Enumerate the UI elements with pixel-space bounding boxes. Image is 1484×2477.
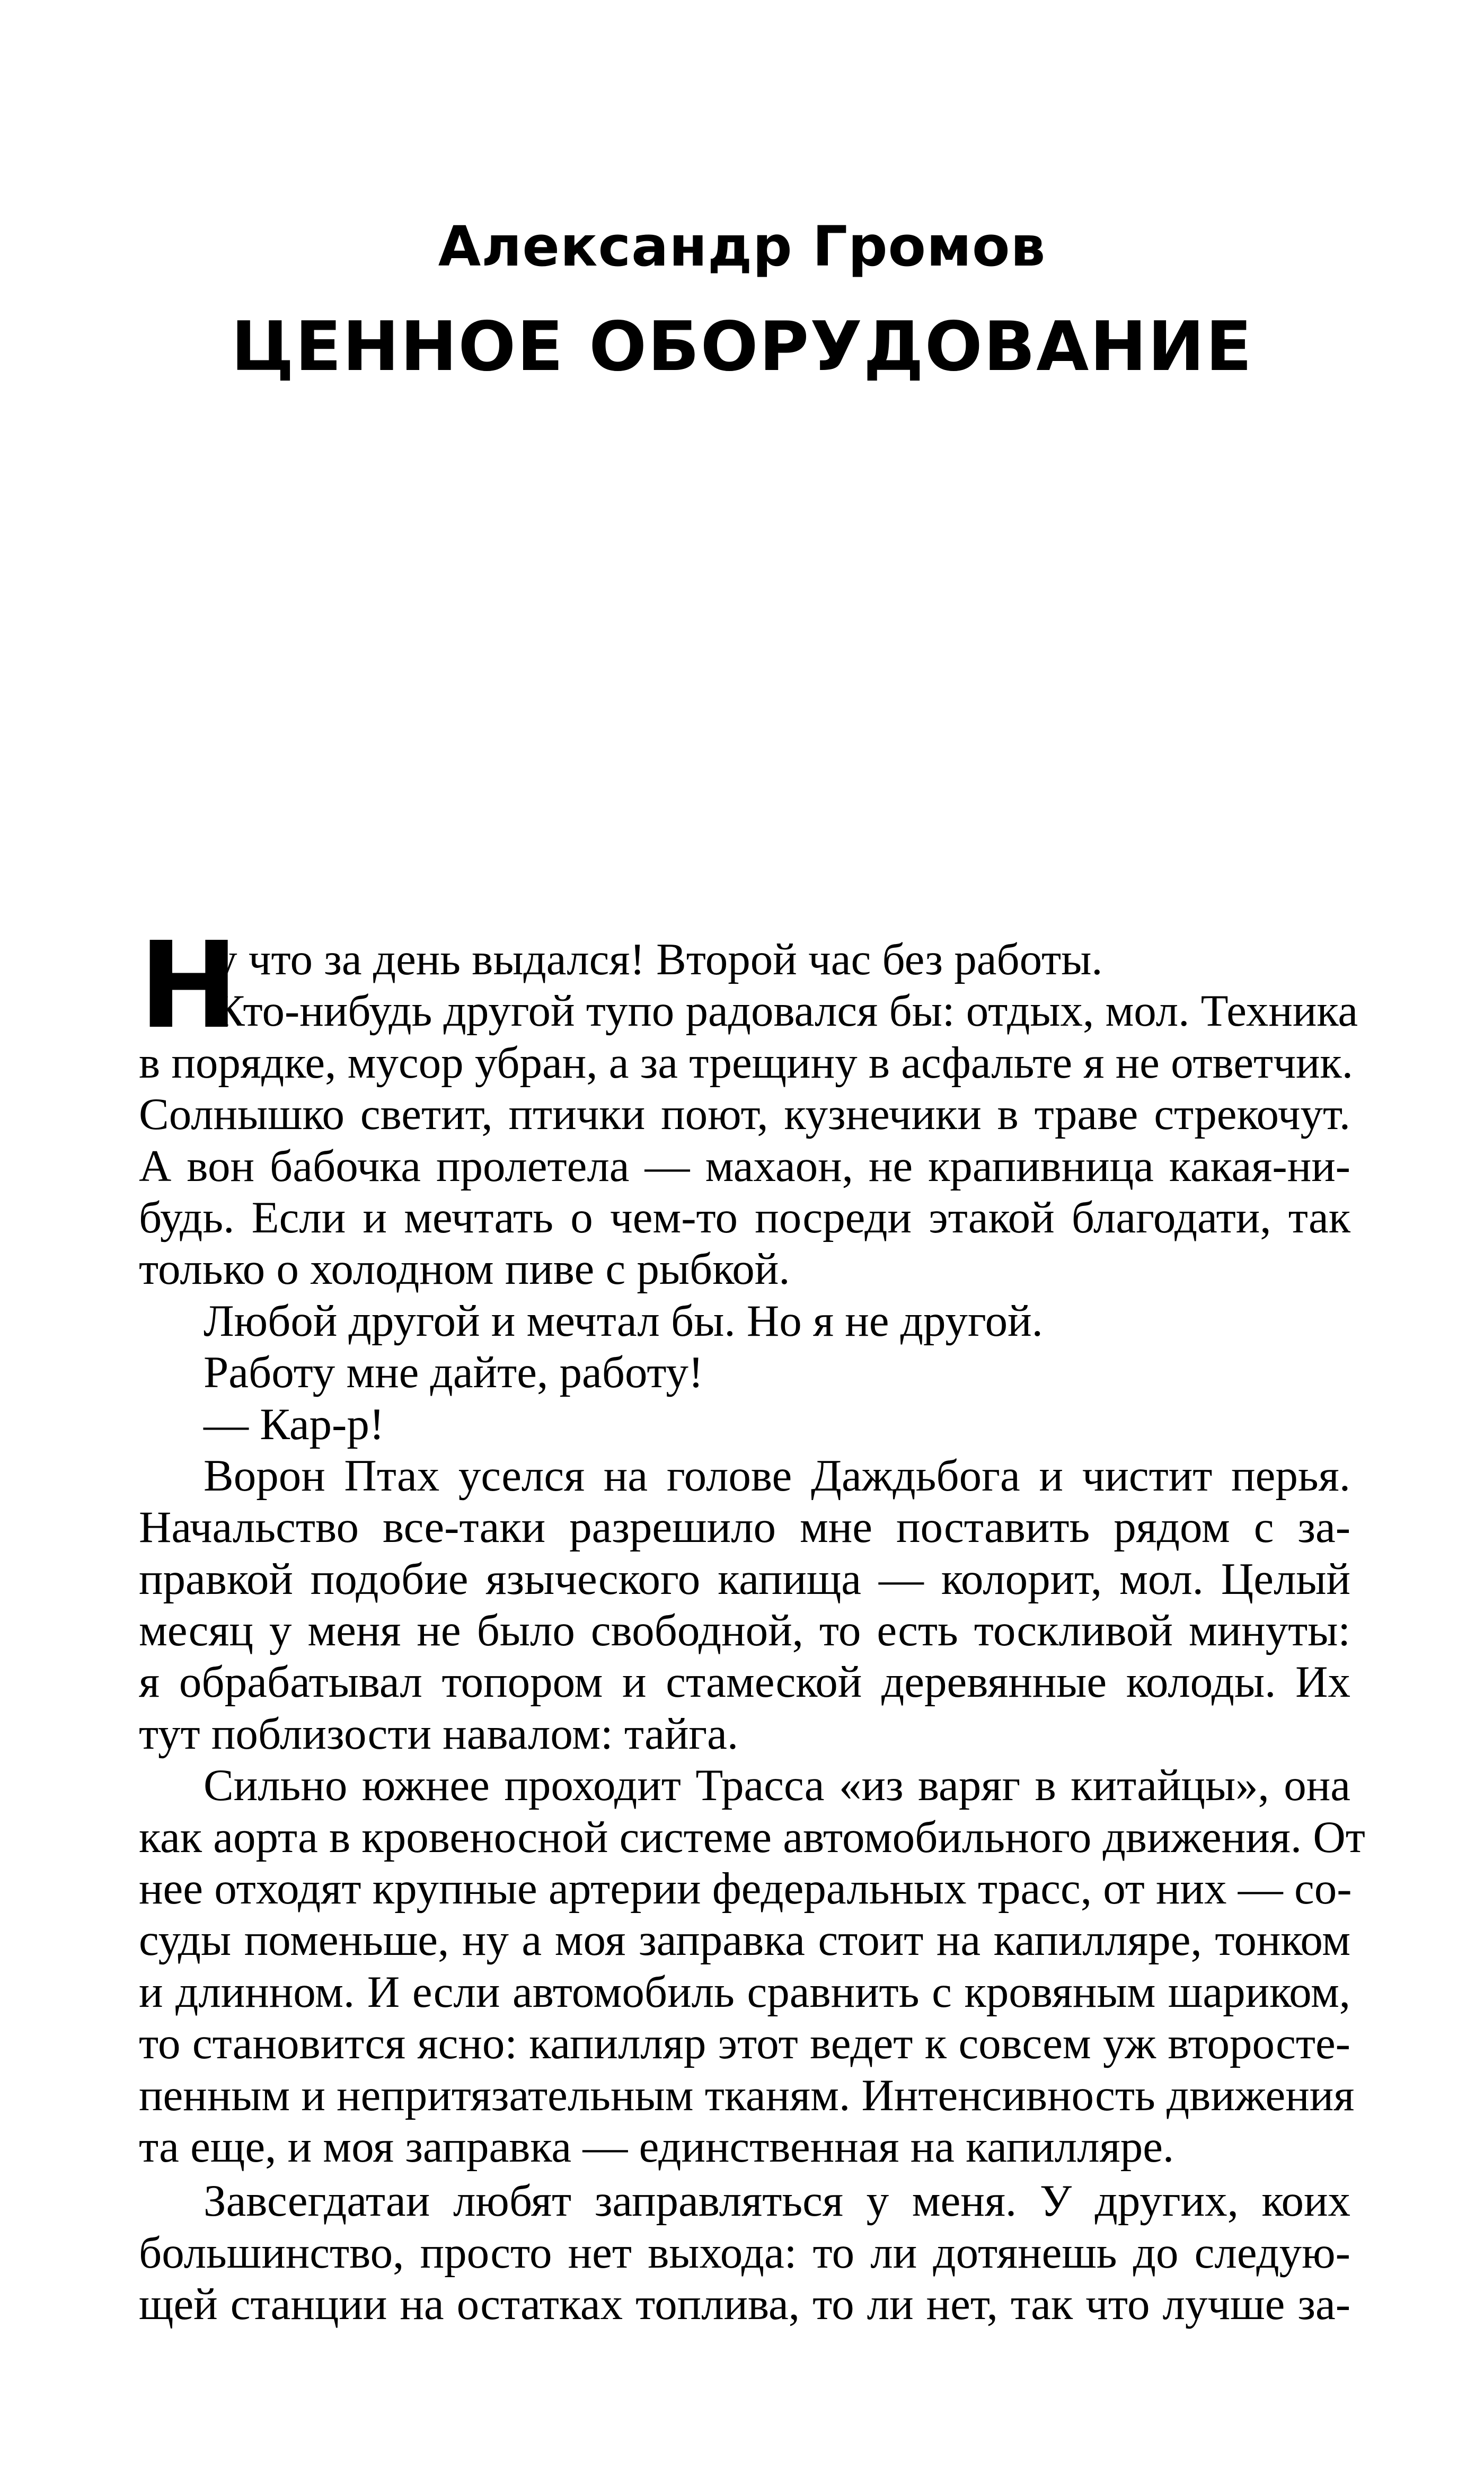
text-line: и длинном. И если автомобиль сравнить с кровяным шариком, bbox=[139, 1967, 1350, 2017]
text-line: я обрабатывал топором и стамеской деревянные колоды. Их bbox=[139, 1657, 1350, 1707]
author-name: Александр Громов bbox=[438, 214, 1046, 279]
text-line: то становится ясно: капилляр этот ведет к совсем уж второсте- bbox=[139, 2018, 1350, 2069]
text-line: — Кар-р! bbox=[204, 1399, 385, 1449]
text-line: Работу мне дайте, работу! bbox=[204, 1347, 704, 1398]
text-line: Начальство все-таки разрешило мне поставить рядом с за- bbox=[139, 1502, 1350, 1553]
text-line: большинство, просто нет выхода: то ли дотянешь до следую- bbox=[139, 2227, 1350, 2278]
text-line: Любой другой и мечтал бы. Но я не другой. bbox=[204, 1295, 1043, 1346]
text-line: Ворон Птах уселся на голове Даждьбога и чистит перья. bbox=[204, 1450, 1350, 1501]
text-line: тут поблизости навалом: тайга. bbox=[139, 1708, 739, 1759]
text-line: в порядке, мусор убран, а за трещину в асфальте я не ответчик. bbox=[139, 1037, 1353, 1088]
text-line: только о холодном пиве с рыбкой. bbox=[139, 1244, 790, 1294]
text-line: будь. Если и мечтать о чем-то посреди этакой благодати, так bbox=[139, 1192, 1350, 1242]
text-line: месяц у меня не было свободной, то есть тоскливой минуты: bbox=[139, 1606, 1350, 1656]
text-line: нее отходят крупные артерии федеральных трасс, от них — со- bbox=[139, 1864, 1352, 1914]
text-line: Солнышко светит, птички поют, кузнечики в траве стрекочут. bbox=[139, 1089, 1350, 1140]
chapter-title: ЦЕННОЕ ОБОРУДОВАНИЕ bbox=[231, 307, 1253, 386]
text-line: Сильно южнее проходит Трасса «из варяг в китайцы», она bbox=[204, 1760, 1350, 1811]
text-line: та еще, и моя заправка — единственная на капилляре. bbox=[139, 2121, 1174, 2172]
text-line: А вон бабочка пролетела — махаон, не крапивница какая-ни- bbox=[139, 1141, 1350, 1191]
text-line: у что за день выдался! Второй час без работы. bbox=[215, 935, 1103, 984]
text-line: Завсегдатаи любят заправляться у меня. У других, коих bbox=[204, 2176, 1350, 2226]
body-text bbox=[139, 916, 1365, 2331]
text-line: суды поменьше, ну а моя заправка стоит на капилляре, тонком bbox=[139, 1915, 1350, 1965]
text-line: правкой подобие языческого капища — колорит, мол. Целый bbox=[139, 1554, 1350, 1604]
text-line: Кто-нибудь другой тупо радовался бы: отдых, мол. Техника bbox=[215, 986, 1358, 1036]
drop-cap: Н bbox=[139, 916, 239, 1055]
text-line: как аорта в кровеносной системе автомобильного движения. От bbox=[139, 1812, 1365, 1862]
text-line: пенным и непритязательным тканям. Интенсивность движения bbox=[139, 2070, 1355, 2120]
text-line: щей станции на остатках топлива, то ли нет, так что лучше за- bbox=[139, 2279, 1350, 2330]
